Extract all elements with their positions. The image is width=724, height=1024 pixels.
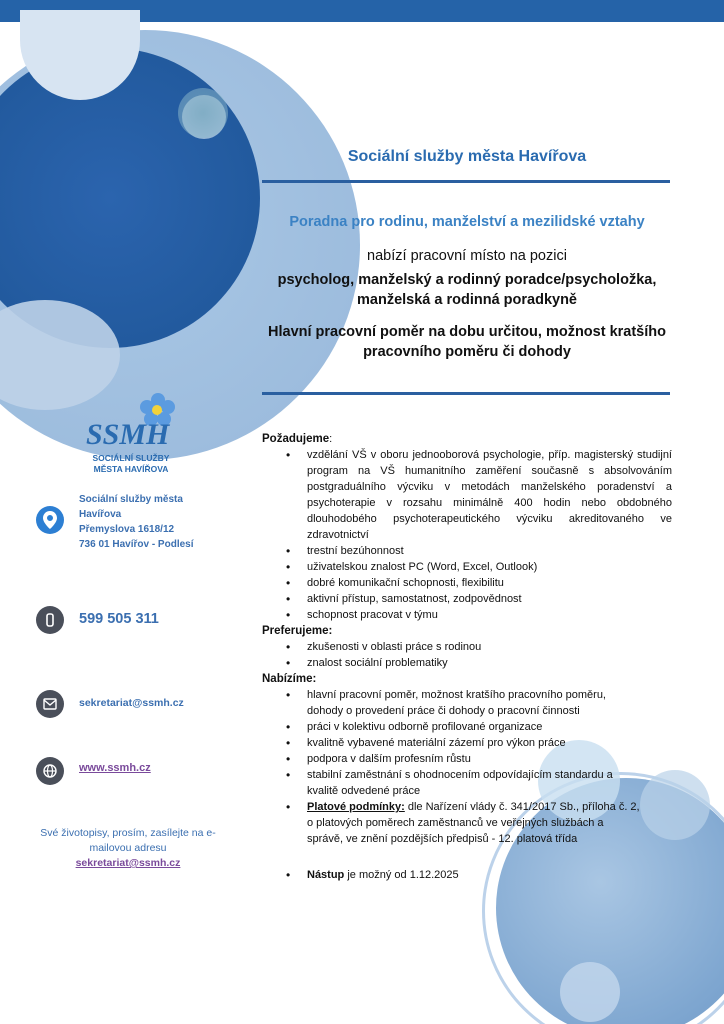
list-item: • aktivní přístup, samostatnost, zodpovědnost: [262, 591, 672, 607]
list-item: • práci v kolektivu odborně profilované organizace: [262, 719, 672, 735]
list-item: • vzdělání VŠ v oboru jednooborová psychologie, příp. magisterský studijní program na VŠ humanitního zaměření současně s absolvováním postgraduálního výcviku v metodách manželského poradenství a psychoterapie v rozsahu minimálně 400 hodin nebo obdobného dlouhodobého psychoterapeutického výcviku akreditovaného ve zdravotnictví: [262, 447, 672, 543]
divider-bottom: [262, 392, 670, 395]
list-item: • uživatelskou znalost PC (Word, Excel, Outlook): [262, 559, 672, 575]
salary-text: dle Nařízení vlády č. 341/2017 Sb., příloha č. 2, o platových poměrech zaměstnanců ve veřejných službách a správě, ve znění pozdějších předpisů - 12. platová třída: [307, 801, 640, 845]
start-list: [262, 867, 672, 883]
divider-top: [262, 180, 670, 183]
email-address[interactable]: sekretariat@ssmh.cz: [79, 697, 184, 709]
address-block: [79, 492, 239, 552]
list-item: • trestní bezúhonnost: [262, 543, 672, 559]
start-item: [262, 867, 672, 883]
offer-intro: nabízí pracovní místo na pozici: [367, 248, 567, 264]
start-label: Nástup: [307, 869, 345, 881]
salary-item: [262, 799, 672, 847]
phone-icon: [36, 606, 64, 634]
job-details: [262, 431, 672, 883]
requirements-heading: Požadujeme:: [262, 433, 333, 445]
logo-caption: [72, 453, 190, 475]
address-line-3: Přemyslova 1618/12: [79, 524, 175, 535]
phone-number[interactable]: 599 505 311: [79, 611, 159, 627]
contract-line-2: pracovního poměru či dohody: [363, 344, 571, 360]
preferences-list: [262, 639, 672, 671]
address-line-2: Havířova: [79, 509, 122, 520]
list-item: • dobré komunikační schopnosti, flexibilitu: [262, 575, 672, 591]
organization-title: Sociální služby města Havířova: [347, 148, 587, 165]
cv-email-link[interactable]: sekretariat@ssmh.cz: [75, 857, 181, 869]
location-pin-icon: [36, 506, 64, 534]
logo-caption-line-1: SOCIÁLNÍ SLUŽBY: [92, 453, 170, 463]
offers-heading: Nabízíme:: [262, 673, 317, 685]
decor-circle-bottom-tiny: [560, 962, 620, 1022]
start-text: je možný od 1.12.2025: [344, 869, 459, 881]
position-title: [262, 270, 672, 310]
globe-icon: [36, 757, 64, 785]
position-line-2: manželská a rodinná poradkyně: [357, 292, 577, 308]
cv-note-text: Své životopisy, prosím, zasílejte na e-mailovou adresu: [40, 827, 216, 854]
cv-note: [22, 826, 234, 871]
position-line-1: psycholog, manželský a rodinný poradce/psycholožka,: [277, 272, 657, 288]
list-item: • stabilní zaměstnání s ohodnocením odpovídajícím standardu a kvalitě odvedené práce: [262, 767, 672, 799]
logo-letters: SSMH: [86, 418, 170, 451]
list-item: • schopnost pracovat v týmu: [262, 607, 672, 623]
list-item: • podpora v dalším profesním růstu: [262, 751, 672, 767]
list-item: • zkušenosti v oblasti práce s rodinou: [262, 639, 672, 655]
address-line-4: 736 01 Havířov - Podlesí: [79, 539, 194, 550]
preferences-heading: Preferujeme:: [262, 625, 333, 637]
website-link[interactable]: www.ssmh.cz: [79, 762, 151, 774]
mail-icon: [36, 690, 64, 718]
address-line-1: Sociální služby města: [79, 494, 183, 505]
list-item: • hlavní pracovní poměr, možnost kratšího pracovního poměru, dohody o provedení práce či dohody o pracovní činnosti: [262, 687, 672, 719]
contract-line-1: Hlavní pracovní poměr na dobu určitou, možnost kratšího: [268, 324, 666, 340]
offers-list: [262, 687, 672, 847]
list-item: • kvalitně vybavené materiální zázemí pro výkon práce: [262, 735, 672, 751]
salary-label: Platové podmínky:: [307, 801, 405, 813]
service-name: Poradna pro rodinu, manželství a mezilidské vztahy: [289, 214, 645, 230]
logo-caption-line-2: MĚSTA HAVÍŘOVA: [93, 464, 169, 474]
decor-circle-teal: [178, 88, 228, 138]
contract-type: [262, 322, 672, 362]
list-item: • znalost sociální problematiky: [262, 655, 672, 671]
requirements-list: [262, 447, 672, 623]
